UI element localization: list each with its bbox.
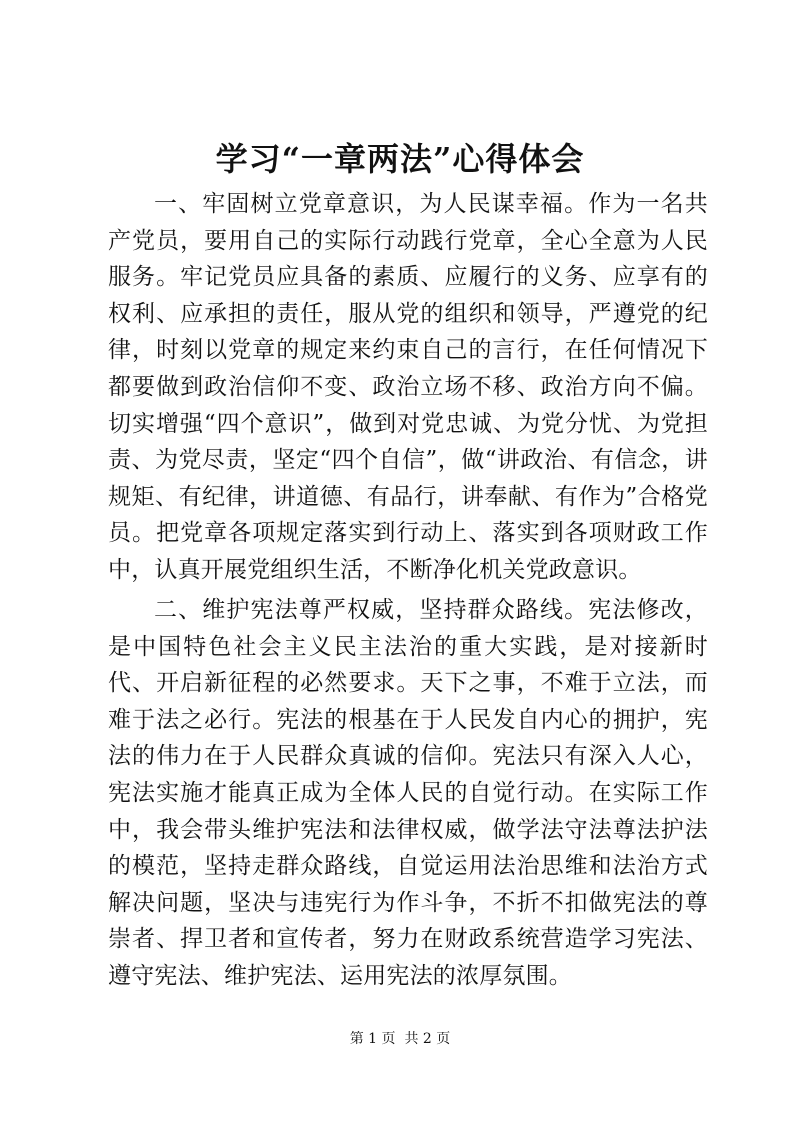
paragraph-party-charter: 一、牢固树立党章意识，为人民谋幸福。作为一名共产党员，要用自己的实际行动践行党章，全心全意为人民服务。牢记党员应具备的素质、应履行的义务、应享有的权利、应承担的责任，服从党的组织和领导，严遵党的纪律，时刻以党章的规定来约束自己的言行，在任何情况下都要做到政治信仰不变、政治立场不移、政治方向不偏。切实增强“四个意识”，做到对党忠诚、为党分忧、为党担责、为党尽责，坚定“四个自信”，做“讲政治、有信念，讲规矩、有纪律，讲道德、有品行，讲奉献、有作为”合格党员。把党章各项规定落实到行动上、落实到各项财政工作中，认真开展党组织生活，不断净化机关党政意识。 (108, 191, 708, 583)
page-footer (0, 1029, 800, 1049)
paragraph-constitution: 二、维护宪法尊严权威，坚持群众路线。宪法修改，是中国特色社会主义民主法治的重大实践，是对接新时代、开启新征程的必然要求。天下之事，不难于立法，而难于法之必行。宪法的根基在于人民发自内心的拥护，宪法的伟力在于人民群众真诚的信仰。宪法只有深入人心，宪法实施才能真正成为全体人民的自觉行动。在实际工作中，我会带头维护宪法和法律权威，做学法守法尊法护法的模范，坚持走群众路线，自觉运用法治思维和法治方式解决问题，坚决与违宪行为作斗争，不折不扣做宪法的尊崇者、捍卫者和宣传者，努力在财政系统营造学习宪法、遵守宪法、维护宪法、运用宪法的浓厚氛围。 (108, 597, 708, 989)
page-title: 学习“一章两法”心得体会 (215, 140, 585, 178)
page-number-info: 第 1 页 共 2 页 (349, 1031, 451, 1047)
